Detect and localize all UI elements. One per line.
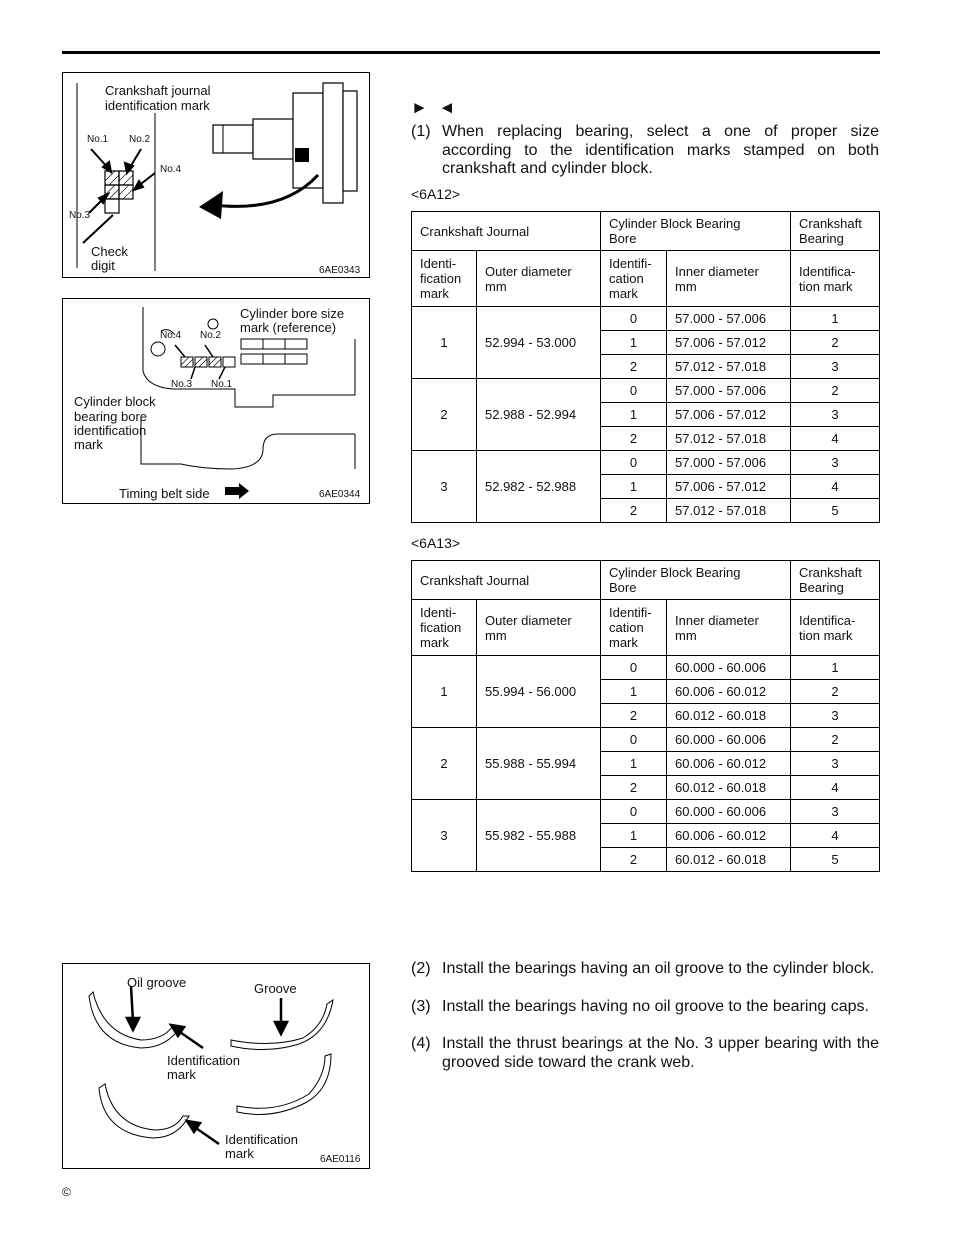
inner-diameter-cell: 60.000 - 60.006 — [667, 728, 791, 752]
bore-mark-cell: 0 — [601, 451, 667, 475]
bearing-mark-cell: 3 — [791, 403, 880, 427]
bearing-mark-cell: 2 — [791, 680, 880, 704]
journal-mark-cell: 1 — [412, 307, 477, 379]
header-line: mark — [420, 286, 449, 301]
step-1 — [411, 123, 879, 179]
table-6a12-tag: <6A12> — [411, 186, 461, 202]
step-2-text: Install the bearings having an oil groove to the cylinder block. — [442, 960, 875, 977]
table-row — [412, 728, 880, 752]
journal-mark-cell: 3 — [412, 451, 477, 523]
journal-mark-cell: 3 — [412, 800, 477, 872]
fig1-title-line2: identification mark — [105, 98, 210, 113]
outer-diameter-cell: 52.982 - 52.988 — [477, 451, 601, 523]
bore-mark-cell: 1 — [601, 752, 667, 776]
fig2-bore-line2: mark (reference) — [240, 320, 337, 335]
header-journal: Crankshaft Journal — [412, 212, 601, 251]
fig2-code: 6AE0344 — [319, 489, 361, 500]
table-subheader-row — [412, 251, 880, 307]
fig2-bore-line1: Cylinder bore size — [240, 306, 345, 321]
bore-mark-cell: 2 — [601, 848, 667, 872]
fig3-oil-groove: Oil groove — [127, 975, 187, 990]
outer-diameter-cell: 52.994 - 53.000 — [477, 307, 601, 379]
inner-diameter-cell: 60.000 - 60.006 — [667, 800, 791, 824]
header-line: mark — [609, 635, 638, 650]
header-inner-diameter — [667, 600, 791, 656]
header-line: mm — [675, 278, 697, 294]
fig1-no4: No.4 — [160, 164, 182, 175]
bearing-mark-cell: 4 — [791, 776, 880, 800]
step-4-number: (4) — [411, 1035, 431, 1052]
fig2-block-line1: Cylinder block — [74, 394, 156, 409]
table-row — [412, 379, 880, 403]
journal-mark-cell: 1 — [412, 656, 477, 728]
table-row — [412, 656, 880, 680]
bore-mark-cell: 2 — [601, 776, 667, 800]
bearing-mark-cell: 3 — [791, 355, 880, 379]
fig2-no1: No.1 — [211, 379, 233, 390]
table-subheader-row — [412, 600, 880, 656]
bore-mark-cell: 1 — [601, 403, 667, 427]
figure-crankshaft-journal-mark — [62, 72, 370, 278]
step-3-number: (3) — [411, 998, 431, 1015]
fig2-no4: No.4 — [160, 330, 182, 341]
figure-cylinder-block-mark — [62, 298, 370, 504]
inner-diameter-cell: 60.006 - 60.012 — [667, 752, 791, 776]
header-line: cation — [609, 271, 644, 286]
header-line: mm — [485, 278, 507, 294]
bore-mark-cell: 2 — [601, 499, 667, 523]
header-line: fication — [420, 271, 462, 286]
header-ident-mark — [412, 600, 477, 656]
bore-mark-cell: 1 — [601, 331, 667, 355]
header-line: Outer diameter — [485, 263, 572, 279]
header-line: mark — [609, 286, 638, 301]
bearing-mark-cell: 5 — [791, 499, 880, 523]
table-row — [412, 451, 880, 475]
bearing-mark-cell: 4 — [791, 427, 880, 451]
header-line: Crankshaft — [799, 565, 862, 580]
journal-mark-cell: 2 — [412, 728, 477, 800]
header-bore — [601, 212, 791, 251]
outer-diameter-cell: 55.982 - 55.988 — [477, 800, 601, 872]
fig3-ident2-line1: Identification — [225, 1132, 298, 1147]
play-arrows-icon: ► ◄ — [411, 98, 459, 117]
fig1-title-line1: Crankshaft journal — [105, 83, 211, 98]
outer-diameter-cell: 52.988 - 52.994 — [477, 379, 601, 451]
bearing-mark-cell: 1 — [791, 656, 880, 680]
bore-mark-cell: 0 — [601, 656, 667, 680]
outer-diameter-cell: 55.994 - 56.000 — [477, 656, 601, 728]
table-row — [412, 307, 880, 331]
table-6a13-tag: <6A13> — [411, 535, 461, 551]
header-bearing — [791, 561, 880, 600]
table-header-row — [412, 212, 880, 251]
header-line: mark — [420, 635, 449, 650]
header-bearing-ident-mark — [791, 600, 880, 656]
inner-diameter-cell: 57.006 - 57.012 — [667, 475, 791, 499]
outer-diameter-cell: 55.988 - 55.994 — [477, 728, 601, 800]
journal-mark-cell: 2 — [412, 379, 477, 451]
bearing-mark-cell: 4 — [791, 475, 880, 499]
bore-mark-cell: 0 — [601, 307, 667, 331]
inner-diameter-cell: 57.012 - 57.018 — [667, 427, 791, 451]
inner-diameter-cell: 57.000 - 57.006 — [667, 379, 791, 403]
header-line: fication — [420, 620, 462, 635]
inner-diameter-cell: 60.012 - 60.018 — [667, 848, 791, 872]
header-line: Identifi- — [609, 256, 652, 271]
header-bore-ident-mark — [601, 251, 667, 307]
header-ident-mark — [412, 251, 477, 307]
fig2-block-line4: mark — [74, 437, 103, 452]
header-line: Bore — [609, 580, 637, 595]
table-header-row — [412, 561, 880, 600]
step-3 — [411, 998, 879, 1017]
header-line: Bearing — [799, 580, 844, 595]
bearing-mark-cell: 2 — [791, 331, 880, 355]
header-line: Identifica- — [799, 263, 856, 279]
bearing-mark-cell: 1 — [791, 307, 880, 331]
inner-diameter-cell: 57.000 - 57.006 — [667, 307, 791, 331]
header-line: Identifica- — [799, 612, 856, 628]
copyright-mark: © — [62, 1185, 71, 1199]
fig1-check-line2: digit — [91, 258, 115, 273]
bearing-mark-cell: 4 — [791, 824, 880, 848]
header-line: Inner diameter — [675, 612, 759, 628]
header-outer-diameter — [477, 600, 601, 656]
step-3-text: Install the bearings having no oil groove to the bearing caps. — [442, 998, 869, 1015]
header-line: Cylinder Block Bearing — [609, 565, 741, 580]
step-2-number: (2) — [411, 960, 431, 977]
bore-mark-cell: 0 — [601, 379, 667, 403]
fig3-ident2-line2: mark — [225, 1146, 254, 1161]
header-bore — [601, 561, 791, 600]
bearing-mark-cell: 2 — [791, 379, 880, 403]
header-line: tion mark — [799, 627, 853, 643]
inner-diameter-cell: 60.000 - 60.006 — [667, 656, 791, 680]
inner-diameter-cell: 57.006 - 57.012 — [667, 403, 791, 427]
fig1-no3: No.3 — [69, 210, 91, 221]
table-row — [412, 800, 880, 824]
header-bearing-ident-mark — [791, 251, 880, 307]
bore-mark-cell: 1 — [601, 475, 667, 499]
figure-bearings — [62, 963, 370, 1169]
bore-mark-cell: 2 — [601, 355, 667, 379]
header-line: Identifi- — [609, 605, 652, 620]
inner-diameter-cell: 60.006 - 60.012 — [667, 824, 791, 848]
header-bore-ident-mark — [601, 600, 667, 656]
header-line: Crankshaft — [799, 216, 862, 231]
step-2 — [411, 960, 879, 979]
fig2-block-line2: bearing bore — [74, 409, 147, 424]
bore-mark-cell: 1 — [601, 680, 667, 704]
header-outer-diameter — [477, 251, 601, 307]
header-line: Inner diameter — [675, 263, 759, 279]
header-line: mm — [675, 627, 697, 643]
inner-diameter-cell: 57.006 - 57.012 — [667, 331, 791, 355]
header-line: cation — [609, 620, 644, 635]
header-line: Bore — [609, 231, 637, 246]
inner-diameter-cell: 57.012 - 57.018 — [667, 355, 791, 379]
fig1-no2: No.2 — [129, 134, 151, 145]
inner-diameter-cell: 57.012 - 57.018 — [667, 499, 791, 523]
header-journal: Crankshaft Journal — [412, 561, 601, 600]
fig2-block-line3: identification — [74, 423, 147, 438]
header-line: tion mark — [799, 278, 853, 294]
step-4 — [411, 1035, 879, 1072]
header-line: Cylinder Block Bearing — [609, 216, 741, 231]
bearing-mark-cell: 3 — [791, 800, 880, 824]
bearing-mark-cell: 3 — [791, 752, 880, 776]
fig3-ident1-line2: mark — [167, 1067, 196, 1082]
step-1-text: When replacing bearing, select a one of proper size according to the identification marks stamped on both crankshaft and cylinder block. — [442, 123, 879, 177]
fig1-check-line1: Check — [91, 244, 128, 259]
bore-mark-cell: 2 — [601, 704, 667, 728]
table-6a12 — [411, 211, 880, 523]
inner-diameter-cell: 57.000 - 57.006 — [667, 451, 791, 475]
header-line: mm — [485, 627, 507, 643]
bore-mark-cell: 0 — [601, 728, 667, 752]
fig3-ident1-line1: Identification — [167, 1053, 240, 1068]
fig3-code: 6AE0116 — [320, 1154, 361, 1165]
fig3-groove: Groove — [254, 981, 297, 996]
fig2-no3: No.3 — [171, 379, 193, 390]
header-line: Identi- — [420, 256, 457, 271]
table-6a13 — [411, 560, 880, 872]
bearing-mark-cell: 3 — [791, 451, 880, 475]
bearing-mark-cell: 3 — [791, 704, 880, 728]
bore-mark-cell: 1 — [601, 824, 667, 848]
inner-diameter-cell: 60.006 - 60.012 — [667, 680, 791, 704]
header-line: Identi- — [420, 605, 457, 620]
inner-diameter-cell: 60.012 - 60.018 — [667, 704, 791, 728]
bore-mark-cell: 2 — [601, 427, 667, 451]
inner-diameter-cell: 60.012 - 60.018 — [667, 776, 791, 800]
bearing-mark-cell: 5 — [791, 848, 880, 872]
header-bearing — [791, 212, 880, 251]
header-inner-diameter — [667, 251, 791, 307]
bearing-mark-cell: 2 — [791, 728, 880, 752]
header-line: Outer diameter — [485, 612, 572, 628]
fig2-timing-belt-side: Timing belt side — [119, 486, 210, 501]
fig2-no2: No.2 — [200, 330, 222, 341]
header-line: Bearing — [799, 231, 844, 246]
fig1-code: 6AE0343 — [319, 265, 361, 276]
bore-mark-cell: 0 — [601, 800, 667, 824]
fig1-no1: No.1 — [87, 134, 109, 145]
step-4-text: Install the thrust bearings at the No. 3 upper bearing with the grooved side toward the crank web. — [442, 1035, 879, 1071]
step-1-number: (1) — [411, 123, 431, 140]
header-rule — [62, 51, 880, 54]
